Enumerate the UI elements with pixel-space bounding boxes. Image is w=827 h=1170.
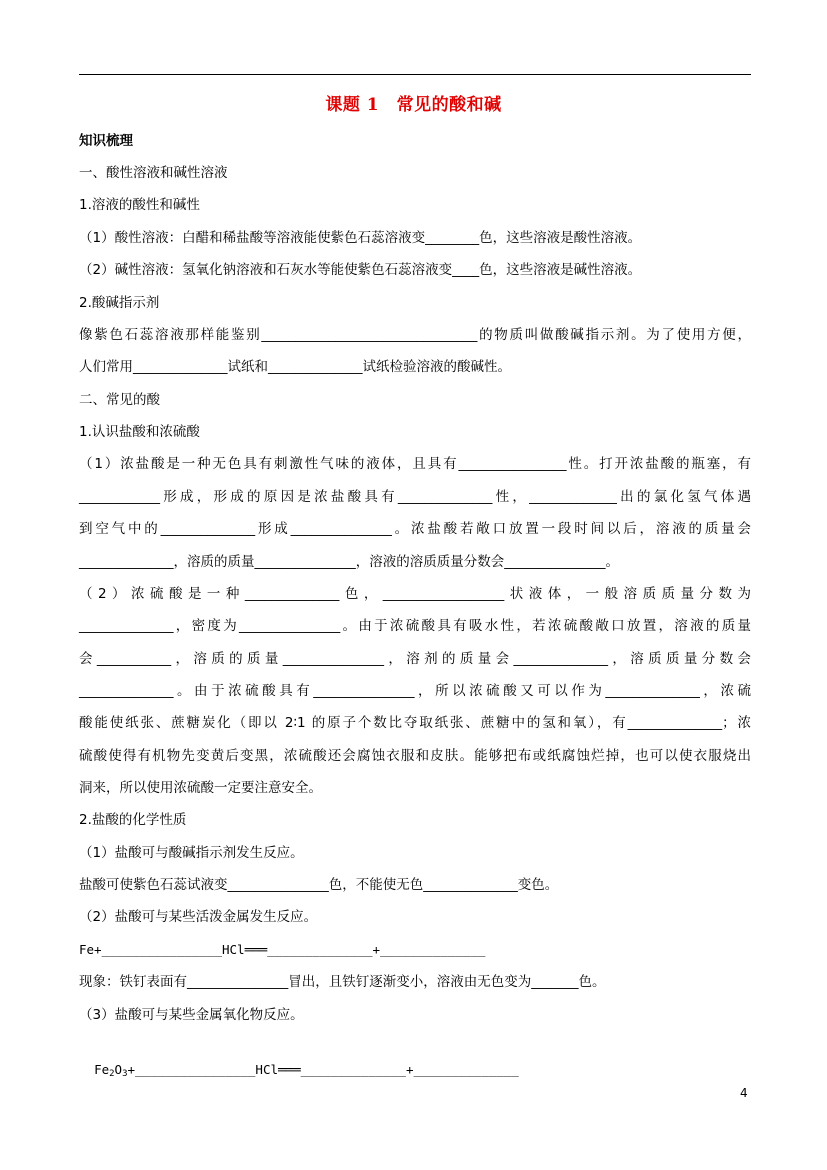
text-line: ____________形成，形成的原因是浓盐酸具有______________性，_____________出的氯化氢气体遇 <box>79 489 751 505</box>
formula-sub-3: 3 <box>122 1069 128 1079</box>
text-line: 1.认识盐酸和浓硫酸 <box>79 424 200 440</box>
text-line: 像紫色石蕊溶液那样能鉴别________________________________的物质叫做酸碱指示剂。为了使用方便， <box>79 327 751 343</box>
page-title: 课题 1 常见的酸和碱 <box>325 95 502 115</box>
equation-rest: +________________HCl═══______________+______________ <box>127 1062 519 1077</box>
text-line: （2）盐酸可与某些活泼金属发生反应。 <box>79 909 318 925</box>
text-line: 硫酸使得有机物先变黄后变黑，浓硫酸还会腐蚀衣服和皮肤。能够把布或纸腐蚀烂掉，也可以使衣服烧出 <box>79 748 751 764</box>
text-line: 2.酸碱指示剂 <box>79 295 160 311</box>
text-line: 酸能使纸张、蔗糖炭化（即以 2∶1 的原子个数比夺取纸张、蔗糖中的氢和氧），有______________；浓 <box>79 715 751 731</box>
text-line: 会___________，溶质的质量_______________，溶剂的质量会______________，溶质质量分数会 <box>79 651 751 667</box>
text-line: 洞来，所以使用浓硫酸一定要注意安全。 <box>79 780 322 796</box>
text-line: （1）酸性溶液：白醋和稀盐酸等溶液能使紫色石蕊溶液变________色，这些溶液是酸性溶液。 <box>79 230 642 246</box>
text-line: 2.盐酸的化学性质 <box>79 812 187 828</box>
equation-fe2o3 <box>79 1043 519 1083</box>
formula-sub-2: 2 <box>109 1069 115 1079</box>
text-line: 知识梳理 <box>79 133 133 149</box>
text-line: 1.溶液的酸性和碱性 <box>79 197 200 213</box>
formula-fe: Fe <box>94 1062 110 1077</box>
text-line: 一、酸性溶液和碱性溶液 <box>79 165 228 181</box>
text-line: （1）盐酸可与酸碱指示剂发生反应。 <box>79 845 304 861</box>
page-number: 4 <box>740 1086 748 1100</box>
text-line: （1）浓盐酸是一种无色具有刺激性气味的液体，且具有________________性。打开浓盐酸的瓶塞，有 <box>79 456 751 472</box>
text-line: （3）盐酸可与某些金属氧化物反应。 <box>79 1007 304 1023</box>
text-line: ______________，溶质的质量_______________，溶液的溶质质量分数会_______________。 <box>79 554 619 570</box>
text-line: Fe+________________HCl═══______________+______________ <box>79 942 486 957</box>
formula-o: O <box>114 1062 123 1077</box>
text-line: （2）碱性溶液：氢氧化钠溶液和石灰水等能使紫色石蕊溶液变____色，这些溶液是碱性溶液。 <box>79 262 642 278</box>
text-line: 现象：铁钉表面有_______________冒出，且铁钉逐渐变小，溶液由无色变为_______色。 <box>79 974 606 990</box>
text-line: 人们常用______________试纸和______________试纸检验溶液的酸碱性。 <box>79 359 511 375</box>
text-line: ______________，密度为_______________。由于浓硫酸具有吸水性，若浓硫酸敞口放置，溶液的质量 <box>79 618 751 634</box>
text-line: （2）浓硫酸是一种______________色，__________________状液体，一般溶质质量分数为 <box>79 586 751 602</box>
text-line: 到空气中的______________形成_______________。浓盐酸若敞口放置一段时间以后，溶液的质量会 <box>79 521 751 537</box>
header-rule <box>79 74 751 75</box>
text-line: 盐酸可使紫色石蕊试液变_______________色，不能使无色______________变色。 <box>79 877 559 893</box>
text-line: ______________。由于浓硫酸具有_______________，所以浓硫酸又可以作为______________，浓硫 <box>79 683 751 699</box>
text-line: 二、常见的酸 <box>79 392 160 408</box>
